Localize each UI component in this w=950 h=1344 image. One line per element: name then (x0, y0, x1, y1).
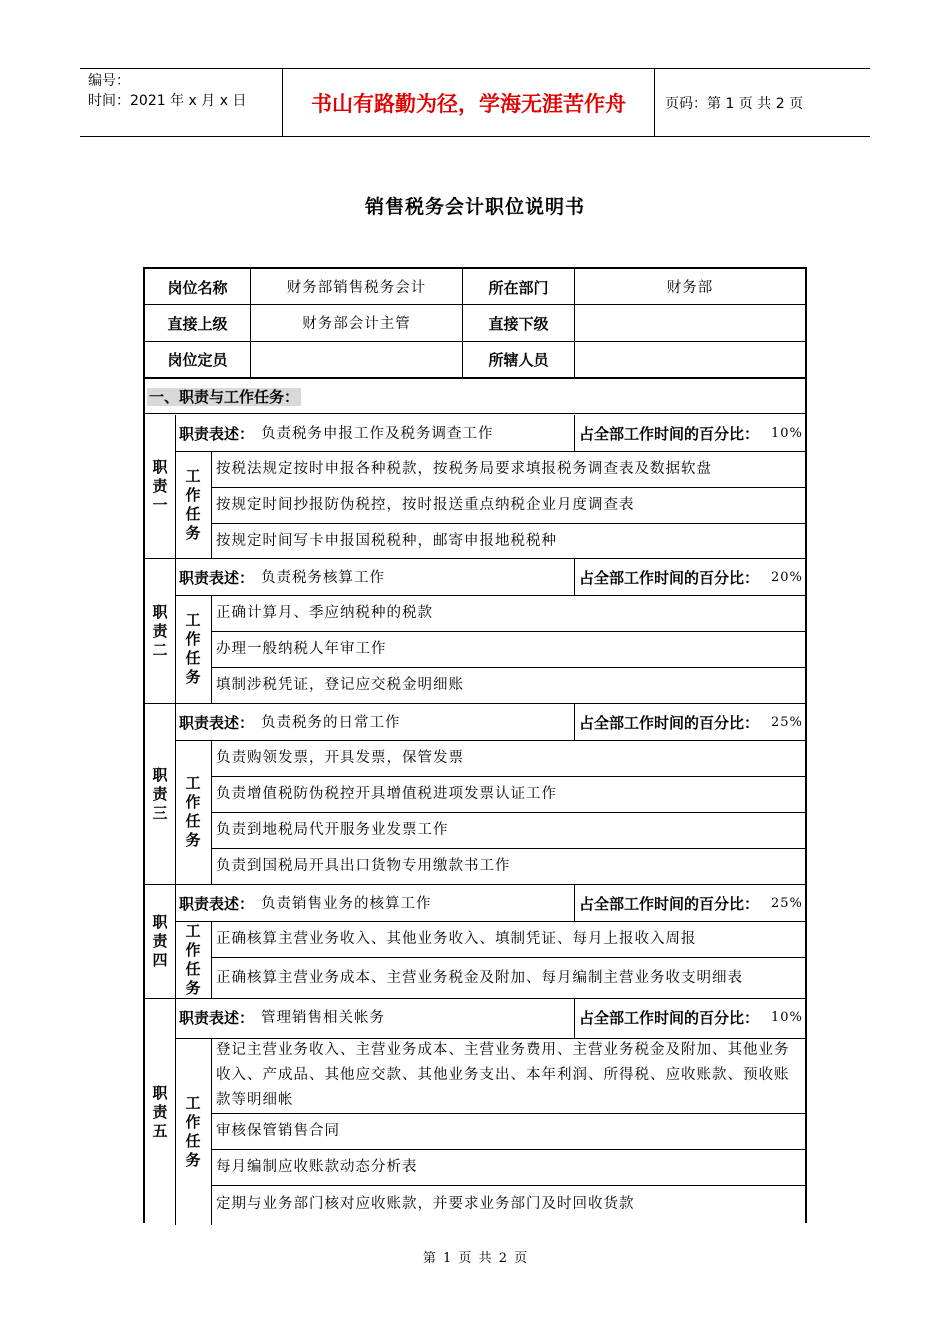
pct-divider (574, 999, 575, 1038)
row-line (145, 558, 805, 559)
quota-label: 岗位定员 (167, 351, 228, 369)
task-item: 负责增值税防伪税控开具增值税进项发票认证工作 (216, 786, 557, 802)
row-line (211, 1185, 805, 1186)
task-item: 定期与业务部门核对应收账款，并要求业务部门及时回收货款 (216, 1196, 635, 1212)
duty-description: 负责税务申报工作及税务调查工作 (261, 426, 494, 442)
task-item: 审核保管销售合同 (216, 1123, 340, 1139)
task-item: 按规定时间写卡申报国税税种，邮寄申报地税税种 (216, 533, 557, 549)
page-header (80, 68, 870, 137)
pct-divider (574, 415, 575, 451)
task-label: 工作任务 (185, 467, 201, 542)
document-title: 销售税务会计职位说明书 (364, 196, 585, 218)
superior-value: 财务部会计主管 (302, 316, 411, 332)
duty-percent: 10% (771, 426, 803, 441)
header-motto: 书山有路勤为径，学海无涯苦作舟 (283, 69, 655, 136)
pct-divider (574, 885, 575, 921)
row-line (145, 703, 805, 704)
duty-name: 职责五 (152, 1084, 168, 1140)
row-line (211, 487, 805, 488)
task-item: 办理一般纳税人年审工作 (216, 641, 387, 657)
duty-divider (175, 559, 176, 703)
pct-label: 占全部工作时间的百分比： (579, 1009, 760, 1027)
duty-name: 职责二 (152, 603, 168, 659)
duty-desc-label: 职责表述： (179, 569, 255, 587)
task-label: 工作任务 (185, 774, 201, 849)
post-name-label: 岗位名称 (167, 279, 228, 297)
row-line (211, 957, 805, 958)
subordinate-label: 直接下级 (488, 315, 549, 333)
task-item: 按税法规定按时申报各种税款，按税务局要求填报税务调查表及数据软盘 (216, 461, 712, 477)
pct-label: 占全部工作时间的百分比： (579, 425, 760, 443)
row-line (211, 812, 805, 813)
duty-percent: 20% (771, 570, 803, 585)
row-line (211, 1113, 805, 1114)
task-item: 负责到国税局开具出口货物专用缴款书工作 (216, 858, 511, 874)
dept-value: 财务部 (666, 280, 714, 296)
jurisdiction-label: 所辖人员 (488, 351, 549, 369)
duty-name: 职责三 (152, 766, 168, 822)
duty-desc-label: 职责表述： (179, 425, 255, 443)
task-item: 负责到地税局代开服务业发票工作 (216, 822, 449, 838)
header-meta (80, 69, 283, 136)
task-item: 正确核算主营业务收入、其他业务收入、填制凭证、每月上报收入周报 (216, 931, 697, 947)
duty-description: 负责销售业务的核算工作 (261, 896, 432, 912)
document-date: 时间：2021 年 x 月 x 日 (88, 93, 247, 109)
task-item: 正确计算月、季应纳税种的税款 (216, 605, 433, 621)
duty-divider (175, 415, 176, 558)
row-line (145, 998, 805, 999)
row-line (211, 523, 805, 524)
duty-name: 职责四 (152, 913, 168, 969)
duty-description: 负责税务核算工作 (261, 570, 385, 586)
header-page-info: 页码：第 1 页 共 2 页 (665, 95, 804, 112)
pct-label: 占全部工作时间的百分比： (579, 569, 760, 587)
row-line (175, 740, 805, 741)
row-line (211, 776, 805, 777)
row-line (175, 595, 805, 596)
task-divider (211, 595, 212, 703)
pct-divider (574, 704, 575, 740)
task-item: 每月编制应收账款动态分析表 (216, 1159, 418, 1175)
task-divider (211, 451, 212, 558)
pct-label: 占全部工作时间的百分比： (579, 895, 760, 913)
page-footer: 第 1 页 共 2 页 (422, 1251, 528, 1266)
task-item: 填制涉税凭证，登记应交税金明细账 (216, 677, 464, 693)
document-number: 编号： (88, 73, 130, 89)
task-item: 登记主营业务收入、主营业务成本、主营业务费用、主营业务税金及附加、其他业务收入、产成品、其他应交款、其他业务支出、本年利润、所得税、应收账款、预收账款等明细帐 (216, 1042, 790, 1108)
post-name-value: 财务部销售税务会计 (286, 280, 427, 296)
task-item: 负责购领发票，开具发票，保管发票 (216, 750, 464, 766)
row-line (211, 667, 805, 668)
task-divider (211, 921, 212, 998)
dept-label: 所在部门 (488, 279, 549, 297)
duty-description: 负责税务的日常工作 (261, 715, 401, 731)
task-item: 按规定时间抄报防伪税控，按时报送重点纳税企业月度调查表 (216, 497, 635, 513)
duty-divider (175, 999, 176, 1225)
row-line (211, 631, 805, 632)
duty-percent: 25% (771, 715, 803, 730)
duty-percent: 10% (771, 1010, 803, 1025)
row-line (175, 451, 805, 452)
row-line (211, 1149, 805, 1150)
task-item: 正确核算主营业务成本、主营业务税金及附加、每月编制主营业务收支明细表 (216, 970, 743, 986)
duty-desc-label: 职责表述： (179, 714, 255, 732)
duty-name: 职责一 (152, 458, 168, 514)
pct-label: 占全部工作时间的百分比： (579, 714, 760, 732)
task-divider (211, 1038, 212, 1225)
job-description-table (143, 267, 807, 1223)
superior-label: 直接上级 (167, 315, 228, 333)
duty-divider (175, 885, 176, 998)
duty-description: 管理销售相关帐务 (261, 1010, 385, 1026)
duty-divider (175, 704, 176, 884)
section-title: 一、职责与工作任务： (149, 388, 300, 406)
duty-desc-label: 职责表述： (179, 1009, 255, 1027)
task-label: 工作任务 (185, 1094, 201, 1169)
row-line (145, 884, 805, 885)
task-label: 工作任务 (185, 611, 201, 686)
duty-desc-label: 职责表述： (179, 895, 255, 913)
pct-divider (574, 559, 575, 595)
row-line (175, 921, 805, 922)
duty-percent: 25% (771, 896, 803, 911)
task-label: 工作任务 (185, 922, 201, 997)
row-line (211, 848, 805, 849)
